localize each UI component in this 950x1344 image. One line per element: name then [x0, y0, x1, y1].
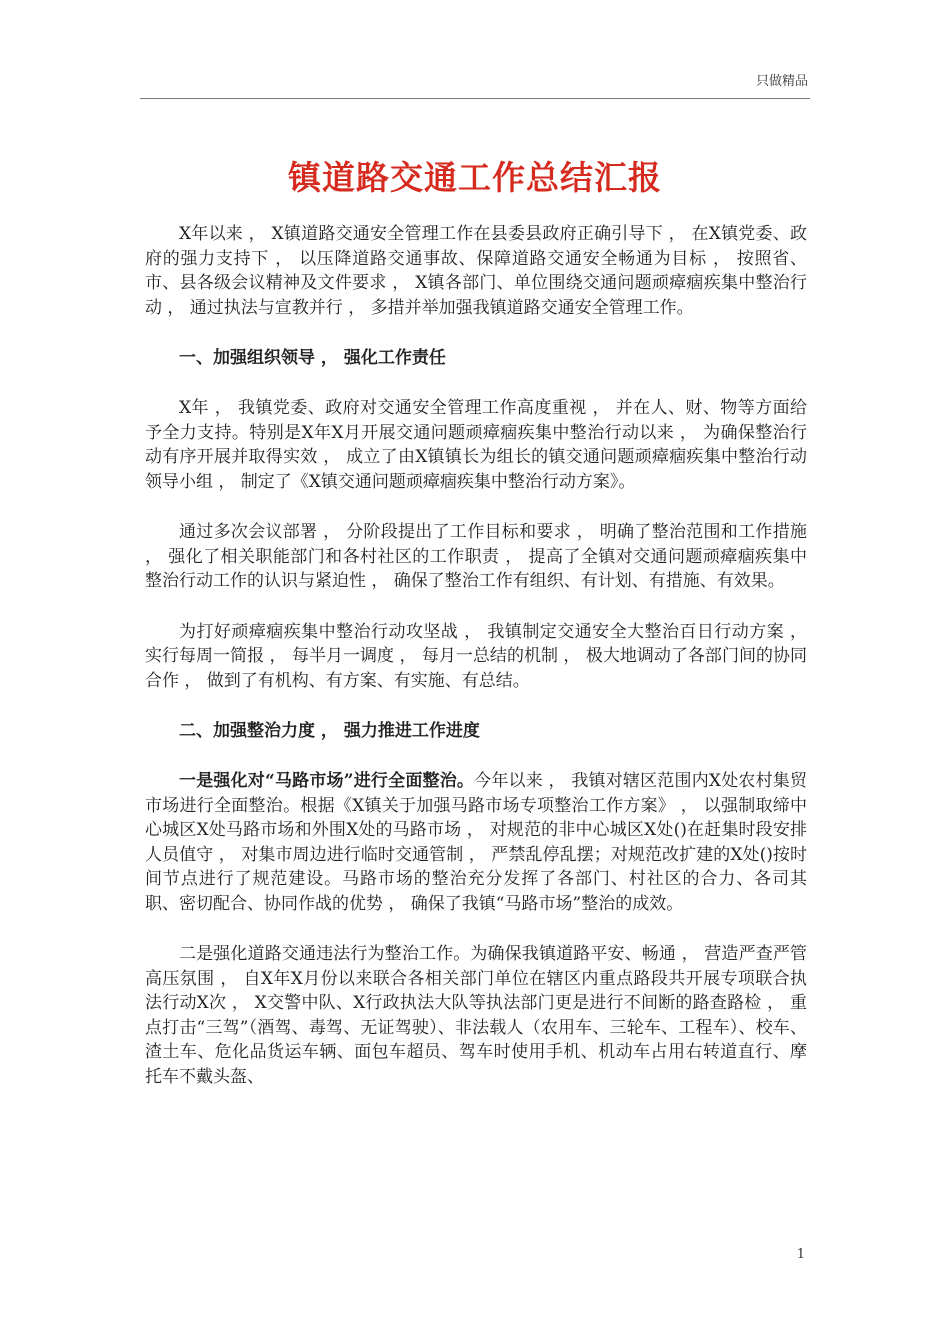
paragraph-2: 通过多次会议部署 ， 分阶段提出了工作目标和要求 ， 明确了整治范围和工作措施 ， 强化了相关职能部门和各村社区的工作职责 ， 提高了全镇对交通问题顽瘴痼疾集中整治行动工作的认识与紧迫性 ， 确保了整治工作有组织、有计划、有措施、有效果。	[145, 522, 807, 591]
header-text: 只做精品	[755, 74, 808, 89]
section-heading-2: 二、加强整治力度 ， 强力推进工作进度	[179, 721, 480, 741]
intro-paragraph: X年以来 ， X镇道路交通安全管理工作在县委县政府正确引导下 ， 在X镇党委、政府的强力支持下 ， 以压降道路交通事故、保障道路交通安全畅通为目标 ， 按照省、市、县各级会议精神及文件要求 ， X镇各部门、单位围绕交通问题顽瘴痼疾集中整治行动 ， 通过执法与宣教并行 ， 多措并举加强我镇道路交通安全管理工作。	[145, 224, 807, 318]
header-divider	[140, 98, 810, 99]
section-heading-1: 一、加强组织领导 ， 强化工作责任	[179, 348, 446, 368]
paragraph-1: X年 ， 我镇党委、政府对交通安全管理工作高度重视 ， 并在人、财、物等方面给予全力支持。特别是X年X月开展交通问题顽瘴痼疾集中整治行动以来 ， 为确保整治行动有序开展并取得实效 ， 成立了由X镇镇长为组长的镇交通问题顽瘴痼疾集中整治行动领导小组 ， 制定了《X镇交通问题顽瘴痼疾集中整治行动方案》。	[145, 398, 807, 492]
paragraph-5: 二是强化道路交通违法行为整治工作。为确保我镇道路平安、畅通 ， 营造严查严管高压氛围 ， 自X年X月份以来联合各相关部门单位在辖区内重点路段共开展专项联合执法行动X次 ， X交警中队、X行政执法大队等执法部门更是进行不间断的路查路检 ， 重点打击“三驾”（酒驾、毒驾、无证驾驶）、非法载人（农用车、三轮车、工程车）、校车、渣土车、危化品货运车辆、面包车超员、驾车时使用手机、机动车占用右转道直行、摩托车不戴头盔、	[145, 944, 807, 1087]
paragraph-4	[145, 769, 807, 916]
paragraph-4-lead: 一是强化对“马路市场”进行全面整治。	[179, 771, 475, 791]
document-title: 镇道路交通工作总结汇报	[288, 158, 662, 197]
paragraph-3: 为打好顽瘴痼疾集中整治行动攻坚战 ， 我镇制定交通安全大整治百日行动方案 ， 实行每周一简报 ， 每半月一调度 ， 每月一总结的机制 ， 极大地调动了各部门间的协同合作 ， 做到了有机构、有方案、有实施、有总结。	[145, 621, 807, 691]
page-number: 1	[796, 1247, 805, 1262]
paragraph-4-body: 今年以来 ， 我镇对辖区范围内X处农村集贸市场进行全面整治。根据《X镇关于加强马路市场专项整治工作方案》 ， 以强制取缔中心城区X处马路市场和外围X处的马路市场 ， 对规范的非中心城区X处()在赶集时段安排人员值守 ， 对集市周边进行临时交通管制 ， 严禁乱停乱摆；对规范改扩建的X处()按时间节点进行了规范建设。马路市场的整治充分发挥了各部门、村社区的合力、各司其职、密切配合、协同作战的优势 ， 确保了我镇“马路市场”整治的成效。	[145, 771, 807, 914]
document-body	[145, 222, 807, 1115]
